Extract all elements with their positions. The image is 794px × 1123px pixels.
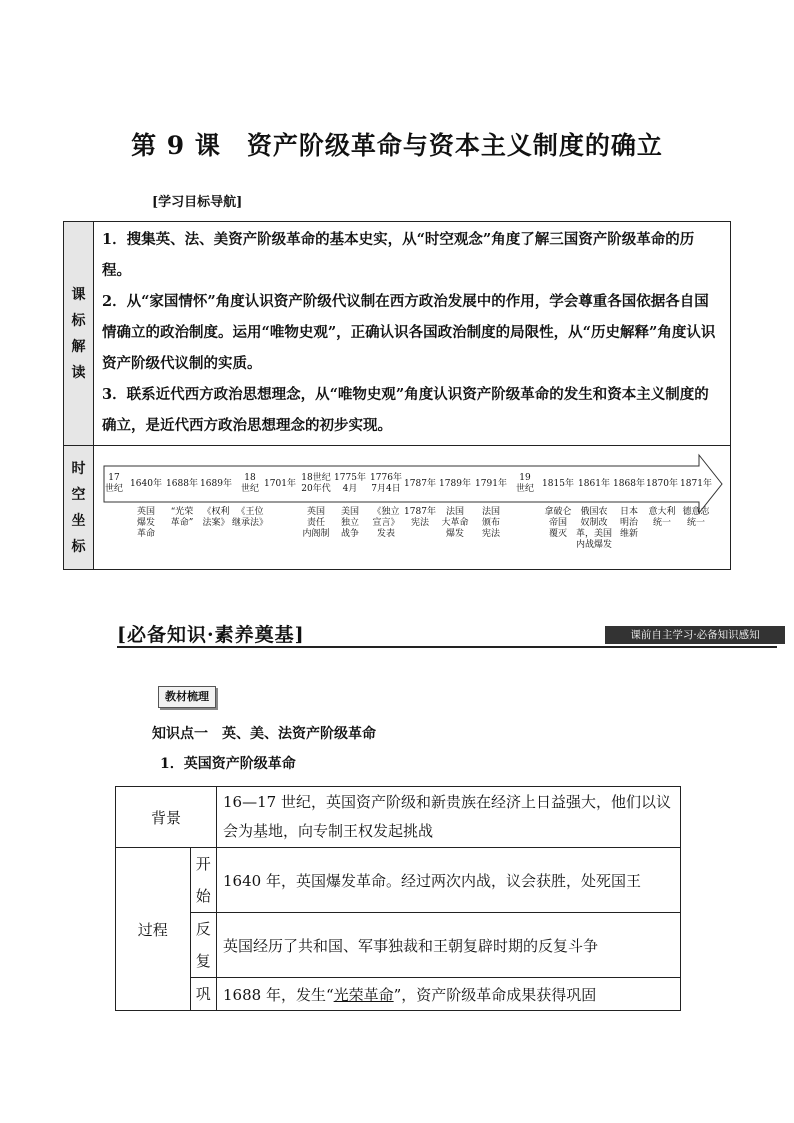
subheading: 1．英国资产阶级革命 <box>160 756 296 772</box>
timeline-event: 英国 责任 内阁制 <box>302 507 330 539</box>
goal-item: 3．联系近代西方政治思想理念，从“唯物史观”角度认识资产阶级革命的发生和资本主义制度的确立，是近代西方政治思想理念的初步实现。 <box>102 386 709 434</box>
textbook-badge: 教材梳理 <box>158 686 216 708</box>
timeline-event: 《权利 法案》 <box>202 507 230 528</box>
timeline-date: 1868年 <box>613 479 645 489</box>
row-label: 巩 <box>190 978 216 1011</box>
timeline-date: 1640年 <box>130 479 162 489</box>
timeline-event: 日本 明治 维新 <box>619 507 638 539</box>
timeline-event: 法国 大革命 爆发 <box>441 507 469 539</box>
timeline-event: 拿破仑 帝国 覆灭 <box>544 507 572 539</box>
timeline-event: 1787年 宪法 <box>404 507 436 528</box>
row-text: 1640 年，英国爆发革命。经过两次内战，议会获胜，处死国王 <box>217 848 681 913</box>
glorious-revolution-term: 光荣革命 <box>333 985 394 1004</box>
timeline-date: 18 世纪 <box>240 473 259 494</box>
goal-item: 1．搜集英、法、美资产阶级革命的基本史实，从“时空观念”角度了解三国资产阶级革命的历程。 <box>102 231 695 279</box>
timeline-date: 1789年 <box>439 479 471 489</box>
timeline-date: 1787年 <box>404 479 436 489</box>
timeline-date: 1689年 <box>200 479 232 489</box>
background-text: 16—17 世纪，英国资产阶级和新贵族在经济上日益强大，他们以议会为基地，向专制王权发起挑战 <box>217 787 681 848</box>
background-label: 背景 <box>116 787 217 848</box>
timeline-date: 17 世纪 <box>104 473 123 494</box>
timeline-event: 德意志 统一 <box>682 507 710 528</box>
section-tag: 课前自主学习·必备知识感知 <box>605 626 785 644</box>
goals-side-label: 课 标 解 读 <box>64 222 94 446</box>
section-rule <box>117 646 777 648</box>
timeline-date: 1701年 <box>264 479 296 489</box>
timeline-date: 19 世纪 <box>515 473 534 494</box>
goals-content <box>94 222 731 446</box>
timeline-event: 俄国农 奴制改 革，美国 内战爆发 <box>575 507 612 550</box>
timeline-date: 1815年 <box>542 479 574 489</box>
row-label: 开始 <box>190 848 216 913</box>
lesson-title: 第 9 课 资产阶级革命与资本主义制度的确立 <box>131 131 663 160</box>
timeline-date: 1791年 <box>475 479 507 489</box>
timeline-date: 1775年 4月 <box>334 473 366 494</box>
timeline <box>94 446 731 570</box>
row-text: 英国经历了共和国、军事独裁和王朝复辟时期的反复斗争 <box>217 913 681 978</box>
process-label: 过程 <box>116 848 191 1011</box>
row-text: 1688 年，发生“光荣革命”，资产阶级革命成果获得巩固 <box>217 978 681 1011</box>
timeline-date: 1688年 <box>166 479 198 489</box>
timeline-side-label: 时 空 坐 标 <box>64 446 94 570</box>
timeline-date: 1871年 <box>680 479 712 489</box>
goals-heading: [学习目标导航] <box>152 195 243 210</box>
goal-item: 2．从“家国情怀”角度认识资产阶级代议制在西方政治发展中的作用，学会尊重各国依据各自国情确立的政治制度。运用“唯物史观”，正确认识各国政治制度的局限性，从“历史解释”角度认识资产阶级代议制的实质。 <box>102 293 716 372</box>
timeline-event: “光荣 革命” <box>170 507 194 528</box>
section-heading: [必备知识·素养奠基] <box>117 624 305 646</box>
row-label: 反复 <box>190 913 216 978</box>
timeline-date: 18世纪 20年代 <box>301 473 331 494</box>
timeline-event: 英国 爆发 革命 <box>136 507 155 539</box>
timeline-event: 《王位 继承法》 <box>231 507 268 528</box>
goals-table <box>63 221 731 570</box>
timeline-event: 法国 颁布 宪法 <box>481 507 500 539</box>
knowledge-point: 知识点一 英、美、法资产阶级革命 <box>152 726 376 742</box>
timeline-event: 《独立 宣言》 发表 <box>372 507 400 539</box>
timeline-date: 1861年 <box>578 479 610 489</box>
timeline-event: 美国 独立 战争 <box>340 507 359 539</box>
england-revolution-table <box>115 786 681 1011</box>
timeline-date: 1776年 7月4日 <box>370 473 402 494</box>
timeline-event: 意大利 统一 <box>648 507 676 528</box>
timeline-date: 1870年 <box>646 479 678 489</box>
